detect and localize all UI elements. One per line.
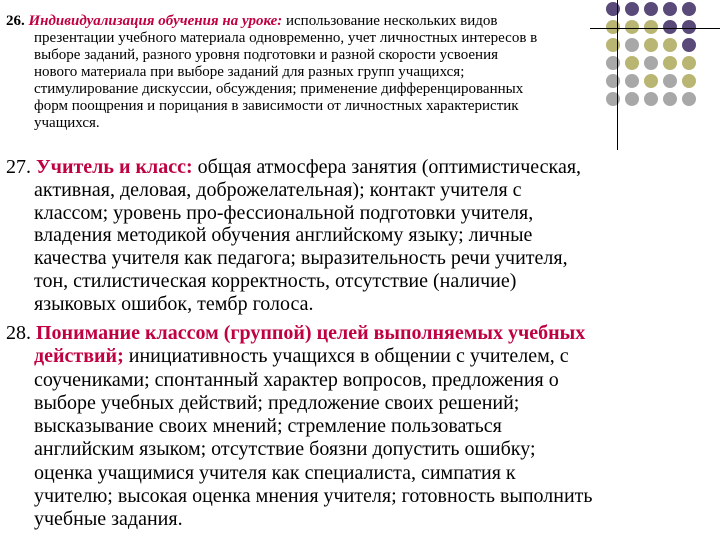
item-26	[6, 13, 706, 132]
item-28-line-4: английским языком; отсутствие боязни допустить ошибку;	[34, 438, 536, 461]
item-28-line-0: инициативность учащихся в общении с учителем, с	[128, 345, 569, 368]
item-27-line-1: активная, деловая, доброжелательная); контакт учителя с	[34, 178, 522, 201]
item-26-line-4: стимулирование дискуссии, обсуждения; применение дифференцированных	[34, 81, 524, 97]
item-28-number: 28.	[6, 322, 31, 344]
item-26-line-1: презентации учебного материала одновременно, учет личностных интересов в	[34, 30, 538, 46]
item-26-heading: Индивидуализация обучения на уроке:	[28, 13, 283, 29]
item-26-line-0: использование нескольких видов	[286, 13, 498, 29]
item-28-line-3: высказывание своих мнений; стремление пользоваться	[34, 415, 502, 438]
item-26-line-5: форм поощрения и порицания в зависимости от личностных характеристик	[34, 98, 519, 114]
item-28-line-1: соучениками; спонтанный характер вопросов, предложения о	[34, 368, 559, 391]
item-27-line-4: качества учителя как педагога; выразительность речи учителя,	[34, 247, 568, 270]
item-27-number: 27.	[6, 156, 31, 178]
item-28-heading-part2: действий;	[34, 345, 124, 368]
item-26-line-6: учащихся.	[34, 115, 100, 131]
item-27	[6, 156, 714, 316]
item-28-heading-part1: Понимание классом (группой) целей выполняемых учебных	[36, 322, 586, 344]
item-28-line-6: учителю; высокая оценка мнения учителя; готовность выполнить	[34, 485, 593, 508]
item-27-line-3: владения методикой обучения английскому языку; личные	[34, 224, 533, 247]
item-27-line-5: тон, стилистическая корректность, отсутствие (наличие)	[34, 269, 517, 292]
item-27-line-6: языковых ошибок, тембр голоса.	[34, 292, 314, 315]
item-28-line-7: учебные задания.	[34, 508, 183, 531]
item-26-line-3: нового материала при выборе заданий для разных групп учащихся;	[34, 64, 465, 80]
item-27-line-0: общая атмосфера занятия (оптимистическая,	[197, 156, 582, 178]
item-28-line-5: оценка учащимися учителя как специалиста, симпатия к	[34, 461, 516, 484]
item-27-line-2: классом; уровень про-фессиональной подготовки учителя,	[34, 201, 534, 224]
item-28-line-2: выборе учебных действий; предложение своих решений;	[34, 391, 520, 414]
item-27-heading: Учитель и класс:	[36, 156, 193, 178]
item-26-line-2: выборе заданий, разного уровня подготовки и разной скорости усвоения	[34, 47, 499, 63]
item-28	[6, 322, 714, 532]
item-26-number: 26.	[6, 13, 25, 29]
